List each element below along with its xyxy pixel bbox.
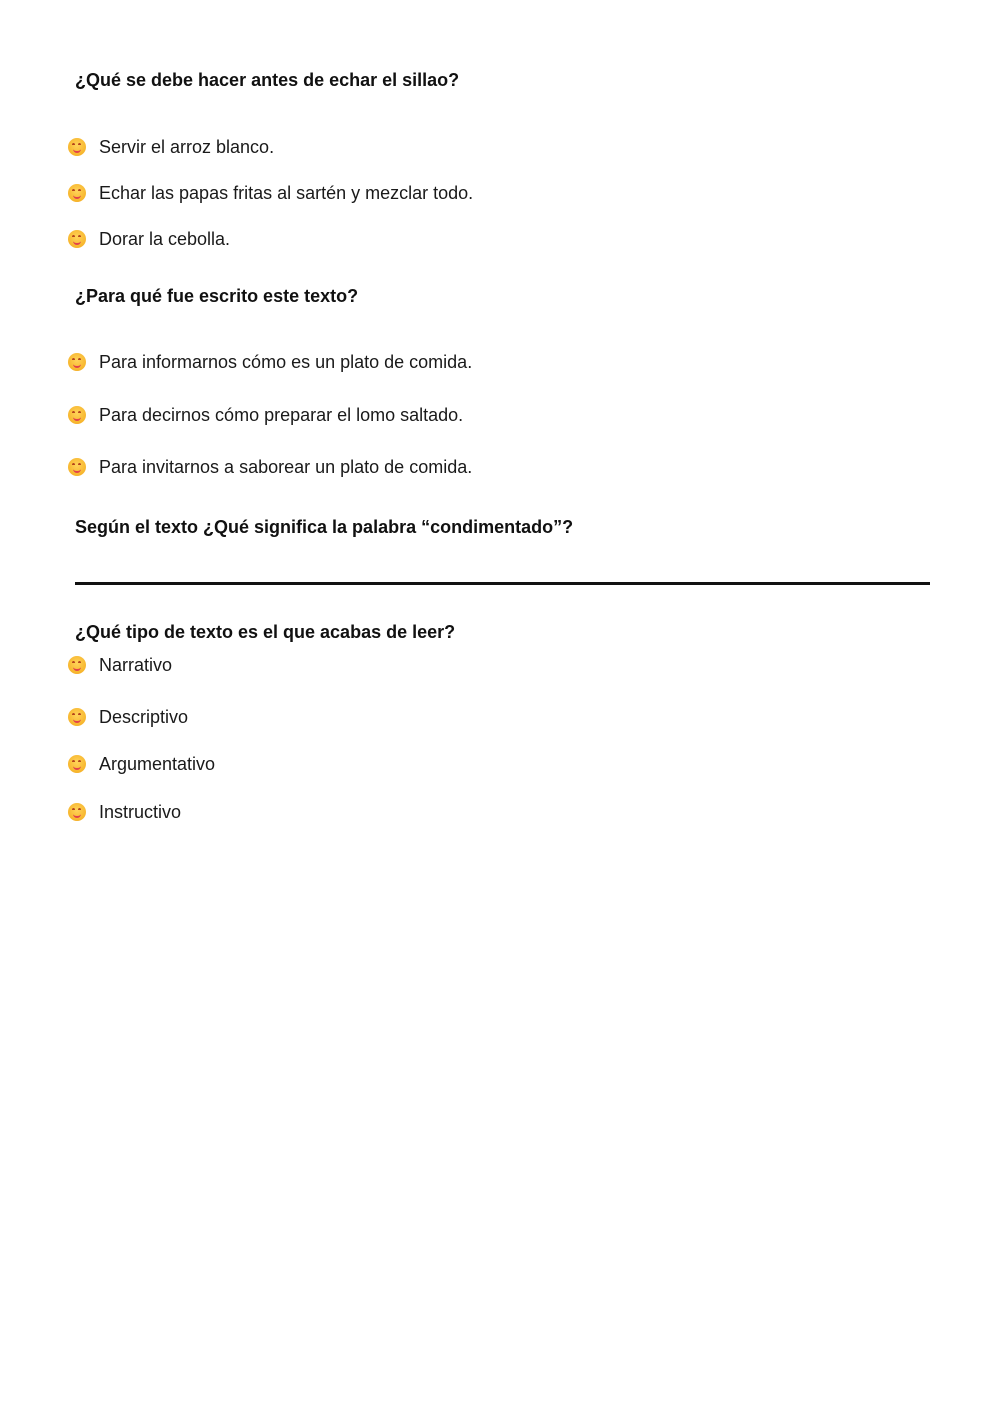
question-4-option-2[interactable] [68,705,188,729]
smiling-face-icon[interactable] [68,708,86,726]
answer-line[interactable] [75,582,930,585]
question-1-option-1[interactable] [68,135,274,159]
question-4-option-4[interactable] [68,800,181,824]
option-label: Descriptivo [99,707,189,727]
option-label: Servir el arroz blanco. [99,137,275,157]
smiling-face-icon[interactable] [68,184,86,202]
option-label: Para invitarnos a saborear un plato de comida. [99,457,473,477]
option-label: Dorar la cebolla. [99,229,231,249]
question-2-option-1[interactable] [68,350,472,374]
question-4-option-3[interactable] [68,752,215,776]
question-4-title: ¿Qué tipo de texto es el que acabas de leer? [75,622,456,642]
smiling-face-icon[interactable] [68,406,86,424]
smiling-face-icon[interactable] [68,138,86,156]
smiling-face-icon[interactable] [68,803,86,821]
smiling-face-icon[interactable] [68,755,86,773]
option-label: Para informarnos cómo es un plato de comida. [99,352,473,372]
smiling-face-icon[interactable] [68,656,86,674]
option-label: Narrativo [99,655,173,675]
question-1-option-2[interactable] [68,181,473,205]
question-1-option-3[interactable] [68,227,230,251]
smiling-face-icon[interactable] [68,458,86,476]
question-3-title: Según el texto ¿Qué significa la palabra “condimentado”? [75,517,574,537]
question-4-option-1[interactable] [68,653,172,677]
question-2-option-3[interactable] [68,455,472,479]
smiling-face-icon[interactable] [68,353,86,371]
option-label: Echar las papas fritas al sartén y mezclar todo. [99,183,474,203]
option-label: Instructivo [99,802,182,822]
question-2-option-2[interactable] [68,403,463,427]
smiling-face-icon[interactable] [68,230,86,248]
question-2-title: ¿Para qué fue escrito este texto? [75,286,359,306]
question-1-title: ¿Qué se debe hacer antes de echar el sillao? [75,70,460,90]
option-label: Argumentativo [99,754,216,774]
option-label: Para decirnos cómo preparar el lomo saltado. [99,405,464,425]
